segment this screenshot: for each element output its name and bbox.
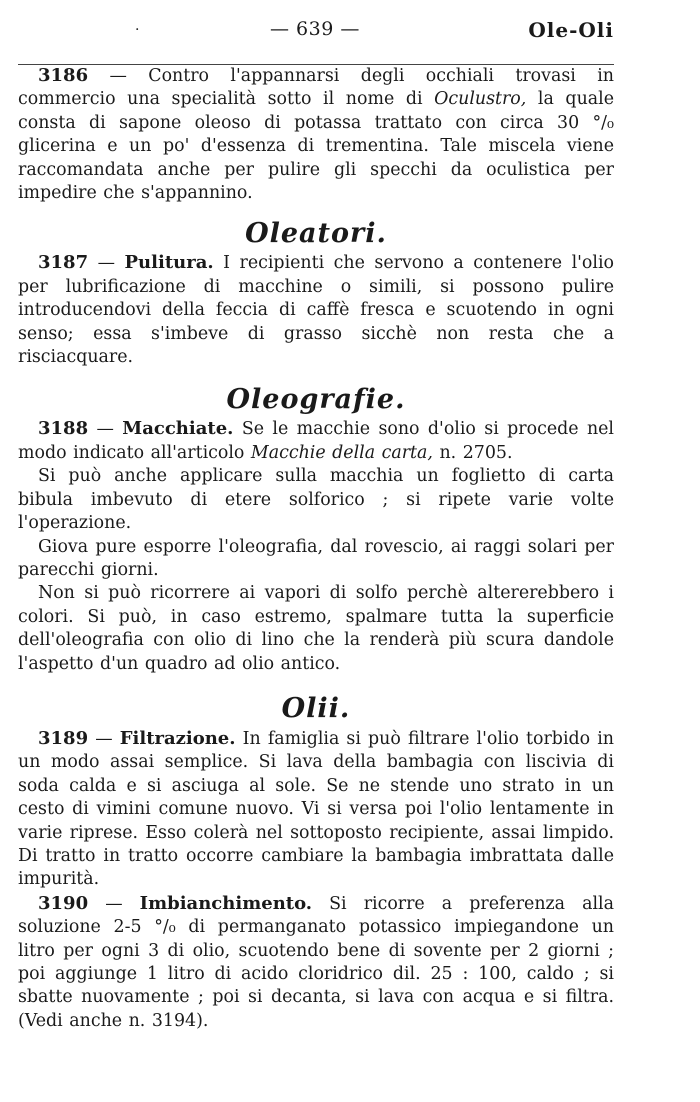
entry-3188 <box>18 417 614 465</box>
entry-italic-term: Oculustro, <box>434 89 527 110</box>
entry-separator: — <box>88 728 120 749</box>
entry-separator: — <box>88 419 123 440</box>
entry-text: Se le macchie sono d'olio si procede nel modo indicato all'articolo <box>18 419 614 463</box>
entry-text: Contro l'appannarsi degli occhiali trovasi in commercio una specialità sotto il nome di <box>18 66 614 110</box>
entry-number: 3186 <box>38 65 89 86</box>
entry-keyword: Pulitura. <box>124 252 214 274</box>
entry-keyword: Filtrazione. <box>119 727 236 749</box>
page-header <box>0 18 700 48</box>
entry-3190 <box>18 892 614 1033</box>
entry-number: 3187 <box>38 252 89 274</box>
entry-separator: — <box>88 66 149 86</box>
page-number: — 639 — <box>270 18 360 40</box>
entry-text: In famiglia si può filtrare l'olio torbido in un modo assai semplice. Si lava della bambagia con liscivia di soda calda e si asciuga al sole. Se ne stende uno strato in un cesto di vimini comune nuovo. Vi si versa poi l'olio lentamente in varie riprese. Esso colerà nel sottoposto recipiente, assai limpido. Di tratto in tratto occorre cambiare la bambagia imbrattata dalle impurità. <box>18 728 614 890</box>
entry-number: 3188 <box>38 418 89 440</box>
running-title: Ole-Oli <box>528 18 614 42</box>
entry-number: 3189 <box>38 727 89 749</box>
entry-text: la quale consta di sapone oleoso di potassa trattato con circa 30 °/₀ glicerina e un po' d'essenza di trementina. Tale miscela viene raccomandata anche per pulire gli specchi da oculistica per impedire che s'appannino. <box>18 89 614 204</box>
entry-number: 3190 <box>38 892 89 914</box>
entry-separator: — <box>88 893 140 914</box>
section-heading-oleografie: Oleografie. <box>226 384 406 416</box>
section-heading-oleatori: Oleatori. <box>245 218 387 250</box>
section-heading-olii: Olii. <box>281 692 351 724</box>
entry-italic-term: Macchie della carta, <box>250 442 433 463</box>
entry-3188-paragraph-2: Si può anche applicare sulla macchia un foglietto di carta bibula imbevuto di etere solforico ; si ripete varie volte l'operazione. <box>18 466 614 534</box>
entry-text: I recipienti che servono a contenere l'olio per lubrificazione di macchine o simili, si possono pulire introducendovi della feccia di caffè fresca e scuotendo in ogni senso; essa s'imbeve di grasso sicchè non resta che a risciacquare. <box>18 253 614 368</box>
entry-text: Si ricorre a preferenza alla soluzione 2-5 °/₀ di permanganato potassico impiegandone un litro per ogni 3 di olio, scuotendo bene di sovente per 2 giorni ; poi aggiunge 1 litro di acido cloridrico dil. 25 : 100, caldo ; si sbatte nuovamente ; poi si decanta, si lava con acqua e si filtra. (Vedi anche n. 3194). <box>18 893 614 1031</box>
entry-3186 <box>18 64 614 205</box>
entry-keyword: Imbianchimento. <box>139 892 313 914</box>
entry-text: n. 2705. <box>432 442 513 463</box>
entry-3188-paragraph-3: Giova pure esporre l'oleografia, dal rovescio, ai raggi solari per parecchi giorni. <box>18 536 614 580</box>
entry-keyword: Macchiate. <box>122 418 234 440</box>
entry-separator: — <box>88 253 125 274</box>
header-mark: · <box>135 22 140 38</box>
entry-3189 <box>18 727 614 892</box>
page-content <box>18 64 614 1033</box>
entry-3187 <box>18 251 614 369</box>
entry-3188-paragraph-4: Non si può ricorrere ai vapori di solfo perchè altererebbero i colori. Si può, in caso estremo, spalmare tutta la superficie dell'oleografia con olio di lino che la renderà più scura dandole l'aspetto d'un quadro ad olio antico. <box>18 583 614 674</box>
